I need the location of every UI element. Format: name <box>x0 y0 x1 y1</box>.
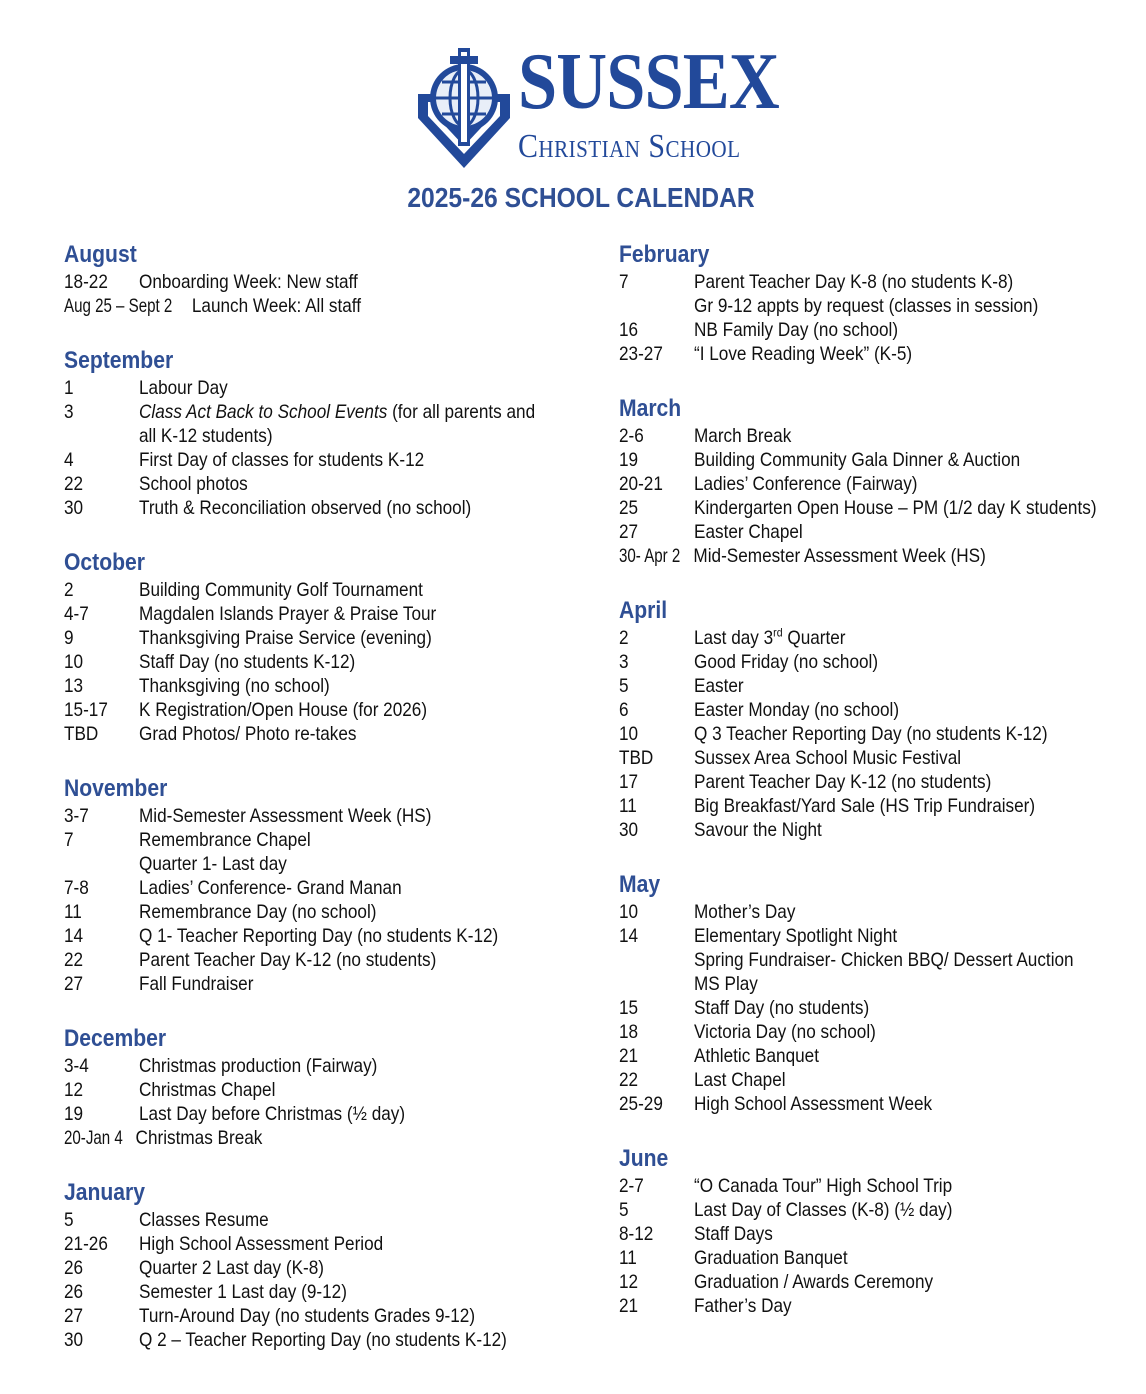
entry-description: Q 3 Teacher Reporting Day (no students K-12) <box>694 723 1048 745</box>
entry-date: 2-7 <box>619 1175 644 1197</box>
calendar-entry <box>64 924 594 948</box>
entry-date: 30 <box>64 1329 84 1351</box>
entry-description: “I Love Reading Week” (K-5) <box>694 343 913 365</box>
entry-description: Building Community Gala Dinner & Auction <box>694 449 1021 471</box>
event-name-italic: Class Act Back to School Events <box>139 401 388 423</box>
entry-description: Semester 1 Last day (9-12) <box>139 1281 347 1303</box>
calendar-entry <box>64 578 594 602</box>
entry-description: Gr 9-12 appts by request (classes in session) <box>694 295 1039 317</box>
calendar-entry <box>619 496 1146 520</box>
ship-crest-icon <box>414 42 514 170</box>
right-column <box>619 240 1146 1346</box>
entry-date: 30- Apr 2 <box>619 545 681 567</box>
entry-description: Staff Days <box>694 1223 773 1245</box>
entry-description: Thanksgiving (no school) <box>139 675 330 697</box>
entry-description <box>694 626 1094 650</box>
calendar-entry <box>619 1068 1146 1092</box>
entry-date: 14 <box>64 925 84 947</box>
entry-description: Truth & Reconciliation observed (no school) <box>139 497 472 519</box>
calendar-entry <box>619 294 1146 318</box>
entry-description: Ladies’ Conference (Fairway) <box>694 473 918 495</box>
calendar-entry <box>619 520 1146 544</box>
month-heading: February <box>619 241 710 268</box>
calendar-entry <box>619 996 1146 1020</box>
entry-description: Christmas production (Fairway) <box>139 1055 378 1077</box>
entry-date: 21 <box>619 1295 639 1317</box>
calendar-entry <box>619 650 1146 674</box>
calendar-entry <box>64 828 594 852</box>
entry-date: 10 <box>619 723 639 745</box>
calendar-entry <box>64 626 594 650</box>
calendar-entry <box>64 722 594 746</box>
calendar-entry <box>64 400 594 424</box>
entry-description: Labour Day <box>139 377 228 399</box>
entry-description: Easter Chapel <box>694 521 803 543</box>
entry-description: First Day of classes for students K-12 <box>139 449 425 471</box>
entry-date: 3-7 <box>64 805 89 827</box>
entry-description: Mid-Semester Assessment Week (HS) <box>139 805 432 827</box>
entry-description: Parent Teacher Day K-12 (no students) <box>694 771 992 793</box>
entry-date: 10 <box>64 651 84 673</box>
entry-description: Building Community Golf Tournament <box>139 579 423 601</box>
entry-date: 17 <box>619 771 639 793</box>
entry-date: 26 <box>64 1281 84 1303</box>
entry-line <box>619 544 1085 568</box>
calendar-entry <box>619 472 1146 496</box>
entry-date: 13 <box>64 675 84 697</box>
entry-description: Victoria Day (no school) <box>694 1021 876 1043</box>
month-section-may <box>619 870 1146 1116</box>
entry-date: 5 <box>619 1199 629 1221</box>
entry-date: 25-29 <box>619 1093 663 1115</box>
calendar-entry <box>619 924 1146 948</box>
entry-description: March Break <box>694 425 792 447</box>
calendar-entry <box>64 1054 594 1078</box>
calendar-entry <box>619 626 1146 650</box>
month-heading: August <box>64 241 137 268</box>
calendar-entry <box>64 948 594 972</box>
ordinal-suffix: rd <box>773 625 783 640</box>
entry-date: 2 <box>619 627 629 649</box>
calendar-entry <box>619 1020 1146 1044</box>
entry-description: High School Assessment Week <box>694 1093 933 1115</box>
entry-description: Easter <box>694 675 744 697</box>
entry-description: Quarter 2 Last day (K-8) <box>139 1257 325 1279</box>
entry-date: Aug 25 – Sept 2 <box>64 295 173 317</box>
entry-description: Christmas Break <box>135 1127 263 1149</box>
entry-date: 27 <box>64 1305 84 1327</box>
entry-date: 4 <box>64 449 74 471</box>
entry-date: 22 <box>619 1069 639 1091</box>
calendar-entry <box>64 496 594 520</box>
entry-date: 3 <box>619 651 629 673</box>
event-text-after: Quarter <box>782 627 846 649</box>
entry-date: 8-12 <box>619 1223 654 1245</box>
calendar-entry <box>64 1328 594 1352</box>
entry-description: Father’s Day <box>694 1295 792 1317</box>
entry-description: Christmas Chapel <box>139 1079 276 1101</box>
entry-description: Easter Monday (no school) <box>694 699 900 721</box>
entry-date: 10 <box>619 901 639 923</box>
entry-date: 11 <box>619 1247 637 1269</box>
calendar-entry <box>619 424 1146 448</box>
entry-description: Launch Week: All staff <box>191 295 362 317</box>
entry-date: 25 <box>619 497 639 519</box>
school-logo <box>414 38 804 170</box>
calendar-entry <box>619 948 1146 972</box>
entry-description: Mid-Semester Assessment Week (HS) <box>693 545 986 567</box>
entry-date: 7 <box>64 829 74 851</box>
entry-date: 23-27 <box>619 343 663 365</box>
entry-date: 20-21 <box>619 473 663 495</box>
month-heading: March <box>619 395 682 422</box>
entry-description: Fall Fundraiser <box>139 973 254 995</box>
entry-description: Graduation Banquet <box>694 1247 848 1269</box>
entry-date: 11 <box>619 795 637 817</box>
entry-description: Sussex Area School Music Festival <box>694 747 962 769</box>
calendar-entry <box>64 1208 594 1232</box>
calendar-entry <box>619 1294 1146 1318</box>
entry-description: Magdalen Islands Prayer & Praise Tour <box>139 603 437 625</box>
calendar-entry <box>619 318 1146 342</box>
entry-date: 18-22 <box>64 271 108 293</box>
month-heading: April <box>619 597 668 624</box>
entry-date: 5 <box>619 675 629 697</box>
entry-description: Staff Day (no students) <box>694 997 870 1019</box>
entry-date: 12 <box>64 1079 84 1101</box>
entry-description: NB Family Day (no school) <box>694 319 899 341</box>
calendar-entry <box>619 746 1146 770</box>
entry-date: 7 <box>619 271 629 293</box>
entry-date: 26 <box>64 1257 84 1279</box>
entry-date: 19 <box>64 1103 84 1125</box>
entry-description: Parent Teacher Day K-8 (no students K-8) <box>694 271 1014 293</box>
calendar-entry <box>619 722 1146 746</box>
month-heading: September <box>64 347 174 374</box>
calendar-entry <box>64 698 594 722</box>
calendar-entry <box>619 818 1146 842</box>
entry-description: Q 1- Teacher Reporting Day (no students K-12) <box>139 925 499 947</box>
entry-date: 2-6 <box>619 425 644 447</box>
entry-date: 19 <box>619 449 639 471</box>
month-section-october <box>64 548 594 746</box>
month-heading: November <box>64 775 168 802</box>
month-section-december <box>64 1024 594 1150</box>
calendar-entry <box>64 602 594 626</box>
calendar-entry <box>619 794 1146 818</box>
calendar-entry <box>619 1246 1146 1270</box>
entry-date: 3-4 <box>64 1055 89 1077</box>
entry-description: Classes Resume <box>139 1209 269 1231</box>
calendar-entry <box>64 294 594 318</box>
month-section-january <box>64 1178 594 1352</box>
entry-date: 14 <box>619 925 639 947</box>
entry-description: Q 2 – Teacher Reporting Day (no students K-12) <box>139 1329 507 1351</box>
entry-date: TBD <box>619 747 654 769</box>
calendar-entry <box>64 674 594 698</box>
entry-description: Remembrance Chapel <box>139 829 311 851</box>
month-heading: December <box>64 1025 167 1052</box>
calendar-entry <box>619 698 1146 722</box>
entry-description: Quarter 1- Last day <box>139 853 287 875</box>
entry-date: 20-Jan 4 <box>64 1127 123 1149</box>
entry-description: Mother’s Day <box>694 901 796 923</box>
entry-description: Onboarding Week: New staff <box>139 271 358 293</box>
calendar-entry <box>64 804 594 828</box>
entry-date: TBD <box>64 723 99 745</box>
entry-description: Big Breakfast/Yard Sale (HS Trip Fundraiser) <box>694 795 1036 817</box>
calendar-entry <box>619 270 1146 294</box>
calendar-entry <box>64 472 594 496</box>
entry-description: Graduation / Awards Ceremony <box>694 1271 934 1293</box>
entry-date: 6 <box>619 699 629 721</box>
entry-line <box>64 1126 530 1150</box>
entry-date: 2 <box>64 579 74 601</box>
calendar-entry <box>64 1304 594 1328</box>
event-text: Last day 3 <box>694 627 774 649</box>
entry-date: 1 <box>64 377 74 399</box>
calendar-entry <box>64 972 594 996</box>
month-heading: October <box>64 549 145 576</box>
entry-description: Ladies’ Conference- Grand Manan <box>139 877 402 899</box>
month-section-august <box>64 240 594 318</box>
entry-description: Last Day of Classes (K-8) (½ day) <box>694 1199 953 1221</box>
calendar-entry <box>619 1174 1146 1198</box>
calendar-entry <box>619 770 1146 794</box>
entry-date: 22 <box>64 949 84 971</box>
calendar-entry <box>619 900 1146 924</box>
entry-description: Thanksgiving Praise Service (evening) <box>139 627 432 649</box>
entry-date: 21-26 <box>64 1233 108 1255</box>
entry-description: “O Canada Tour” High School Trip <box>694 1175 953 1197</box>
month-heading: May <box>619 871 661 898</box>
entry-date: 15-17 <box>64 699 108 721</box>
calendar-entry <box>619 544 1146 568</box>
entry-date: 16 <box>619 319 639 341</box>
entry-description <box>139 400 539 424</box>
entry-description: MS Play <box>694 973 758 995</box>
entry-date: 22 <box>64 473 84 495</box>
entry-description: K Registration/Open House (for 2026) <box>139 699 428 721</box>
calendar-entry <box>619 448 1146 472</box>
entry-date: 30 <box>619 819 639 841</box>
calendar-entry <box>619 1044 1146 1068</box>
calendar-entry <box>64 1126 594 1150</box>
entry-date: 21 <box>619 1045 639 1067</box>
month-section-june <box>619 1144 1146 1318</box>
calendar-entry <box>64 376 594 400</box>
calendar-entry <box>64 270 594 294</box>
entry-date: 12 <box>619 1271 639 1293</box>
month-heading: June <box>619 1145 669 1172</box>
entry-date: 4-7 <box>64 603 89 625</box>
entry-date: 9 <box>64 627 74 649</box>
entry-description: all K-12 students) <box>139 425 273 447</box>
calendar-entry <box>64 424 594 448</box>
month-section-april <box>619 596 1146 842</box>
calendar-entry <box>619 1270 1146 1294</box>
entry-date: 15 <box>619 997 639 1019</box>
calendar-entry <box>64 1280 594 1304</box>
entry-description: School photos <box>139 473 248 495</box>
entry-description: Savour the Night <box>694 819 822 841</box>
entry-date: 5 <box>64 1209 74 1231</box>
entry-date: 27 <box>619 521 639 543</box>
entry-date: 3 <box>64 401 74 423</box>
logo-name: SUSSEX <box>518 38 779 126</box>
entry-description: Elementary Spotlight Night <box>694 925 898 947</box>
month-heading: January <box>64 1179 146 1206</box>
calendar-entry <box>619 1092 1146 1116</box>
calendar-entry <box>64 876 594 900</box>
entry-description: Good Friday (no school) <box>694 651 879 673</box>
entry-description: High School Assessment Period <box>139 1233 384 1255</box>
entry-description: Last Day before Christmas (½ day) <box>139 1103 406 1125</box>
event-detail: (for all parents and <box>387 401 536 423</box>
calendar-entry <box>619 1222 1146 1246</box>
calendar-entry <box>64 852 594 876</box>
entry-description: Last Chapel <box>694 1069 786 1091</box>
entry-description: Grad Photos/ Photo re-takes <box>139 723 357 745</box>
entry-description: Spring Fundraiser- Chicken BBQ/ Dessert Auction <box>694 949 1074 971</box>
calendar-entry <box>64 650 594 674</box>
month-section-february <box>619 240 1146 366</box>
calendar-entry <box>619 1198 1146 1222</box>
page-title: 2025-26 SCHOOL CALENDAR <box>407 182 755 213</box>
calendar-entry <box>64 1232 594 1256</box>
calendar-entry <box>619 342 1146 366</box>
entry-line <box>64 294 530 318</box>
calendar-entry <box>64 1256 594 1280</box>
calendar-entry <box>64 900 594 924</box>
entry-description: Athletic Banquet <box>694 1045 819 1067</box>
header <box>0 38 1146 170</box>
calendar-entry <box>619 674 1146 698</box>
entry-description: Turn-Around Day (no students Grades 9-12) <box>139 1305 476 1327</box>
entry-date: 11 <box>64 901 82 923</box>
entry-description: Parent Teacher Day K-12 (no students) <box>139 949 437 971</box>
month-section-march <box>619 394 1146 568</box>
entry-description: Staff Day (no students K-12) <box>139 651 356 673</box>
month-section-november <box>64 774 594 996</box>
logo-subtitle: Christian School <box>518 128 741 165</box>
entry-date: 18 <box>619 1021 639 1043</box>
entry-date: 7-8 <box>64 877 89 899</box>
entry-description: Remembrance Day (no school) <box>139 901 377 923</box>
entry-date: 30 <box>64 497 84 519</box>
entry-date: 27 <box>64 973 84 995</box>
calendar-entry <box>64 1102 594 1126</box>
calendar-entry <box>64 448 594 472</box>
entry-description: Kindergarten Open House – PM (1/2 day K students) <box>694 497 1097 519</box>
calendar-entry <box>619 972 1146 996</box>
calendar-entry <box>64 1078 594 1102</box>
left-column <box>64 240 594 1380</box>
month-section-september <box>64 346 594 520</box>
